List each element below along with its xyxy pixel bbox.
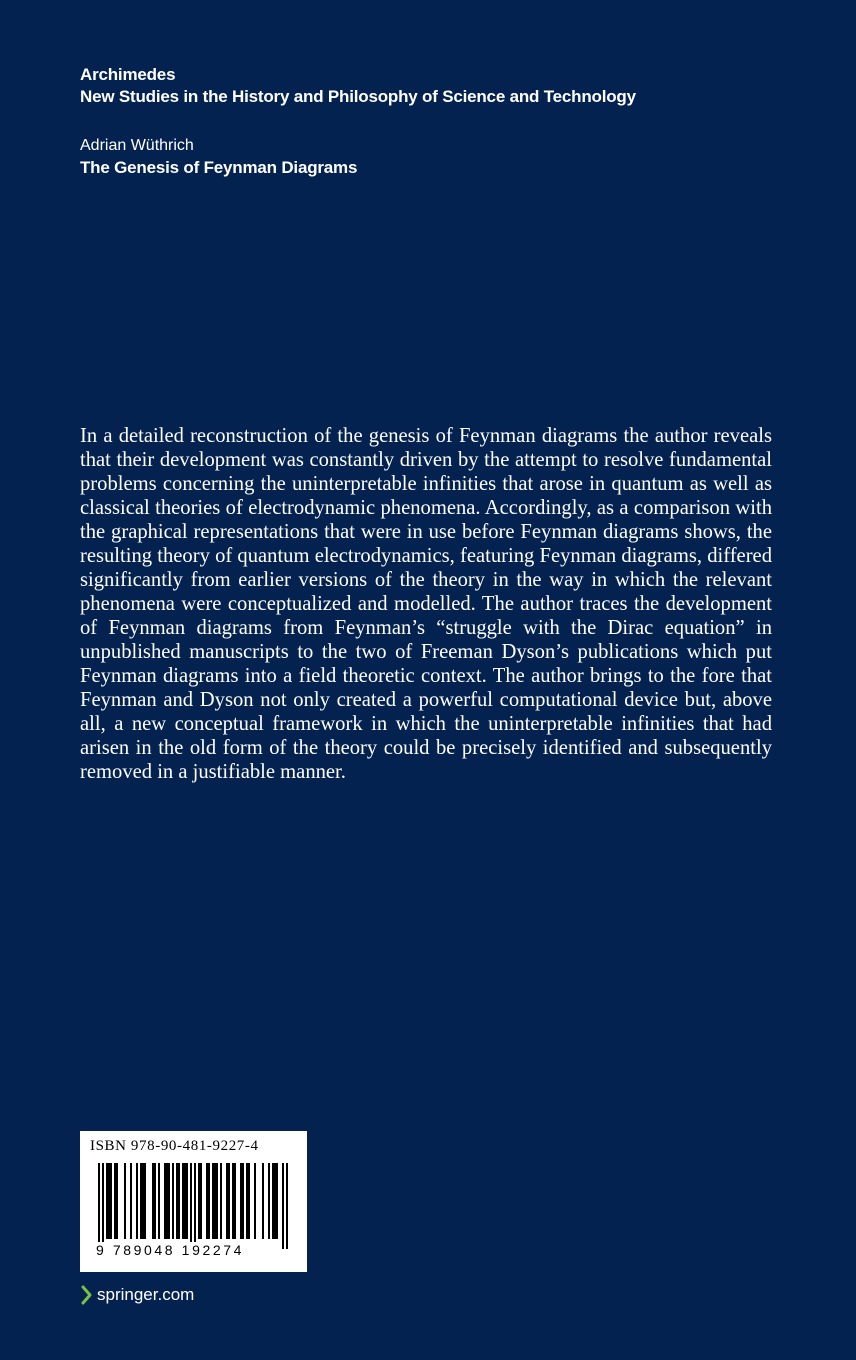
barcode-bar — [166, 1163, 168, 1239]
barcode-bar — [208, 1163, 210, 1239]
barcode-bar — [152, 1163, 154, 1239]
book-title: The Genesis of Feynman Diagrams — [80, 158, 358, 177]
barcode-bar — [106, 1163, 108, 1239]
series-title: Archimedes — [80, 65, 176, 84]
barcode-bar — [248, 1163, 250, 1239]
barcode-bar — [102, 1163, 104, 1249]
barcode-bar — [214, 1163, 216, 1239]
barcode-bar — [116, 1163, 118, 1239]
barcode-bar — [262, 1163, 264, 1239]
barcode-bar — [140, 1163, 142, 1239]
barcode-bar — [282, 1163, 284, 1249]
series-subtitle: New Studies in the History and Philosophy of Science and Technology — [80, 87, 636, 106]
barcode-bar — [154, 1163, 156, 1239]
barcode-bar — [198, 1163, 200, 1239]
barcode-bar — [158, 1163, 160, 1239]
barcode-bar — [274, 1163, 276, 1239]
barcode-bar — [98, 1163, 100, 1249]
barcode-bar — [242, 1163, 244, 1239]
barcode-bar — [130, 1163, 132, 1239]
barcode-digits: 9 789048 192274 — [96, 1242, 244, 1258]
barcode-bar — [216, 1163, 218, 1239]
barcode-bar — [110, 1163, 112, 1239]
barcode-bar — [114, 1163, 116, 1239]
barcode-bar — [268, 1163, 270, 1239]
barcode-bar — [108, 1163, 110, 1239]
barcode-bar — [142, 1163, 144, 1239]
barcode-bar — [184, 1163, 186, 1239]
barcode-bar — [246, 1163, 248, 1239]
barcode-bar — [136, 1163, 138, 1239]
isbn-label: ISBN 978-90-481-9227-4 — [90, 1138, 259, 1154]
barcode-bar — [206, 1163, 208, 1239]
publisher-link[interactable] — [80, 1284, 194, 1306]
barcode-bar — [200, 1163, 202, 1239]
barcode-bar — [168, 1163, 170, 1239]
barcode-bar — [144, 1163, 146, 1239]
barcode-bar — [190, 1163, 192, 1249]
barcode-bar — [194, 1163, 196, 1249]
barcode-bar — [186, 1163, 188, 1239]
barcode-bar — [272, 1163, 274, 1239]
header — [80, 64, 780, 179]
book-author: Adrian Wüthrich — [80, 137, 194, 154]
barcode-bar — [232, 1163, 234, 1239]
barcode-bar — [276, 1163, 278, 1239]
barcode-bar — [164, 1163, 166, 1239]
barcode-bar — [176, 1163, 178, 1239]
barcode-bar — [212, 1163, 214, 1239]
barcode-bar — [182, 1163, 184, 1239]
publisher-url: springer.com — [97, 1285, 195, 1304]
chevron-right-icon — [80, 1284, 94, 1306]
barcode-bar — [172, 1163, 174, 1239]
barcode-bar — [240, 1163, 242, 1239]
barcode-bar — [286, 1163, 288, 1249]
barcode-bar — [226, 1163, 228, 1239]
barcode-bar — [124, 1163, 126, 1239]
barcode-bar — [228, 1163, 230, 1239]
barcode-bar — [234, 1163, 236, 1239]
barcode-bar — [178, 1163, 180, 1239]
barcode-bars — [88, 1161, 299, 1249]
isbn-barcode — [80, 1131, 307, 1272]
barcode-bar — [220, 1163, 222, 1239]
blurb-text: In a detailed reconstruction of the genesis of Feynman diagrams the author reveals that their development was constantly driven by the attempt to resolve fundamental problems concerning the uninterpretable infinities that arose in quantum as well as classical theories of electrodynamic phenomena. Accordingly, as a comparison with the graphical representations that were in use before Feynman diagrams shows, the resulting theory of quantum electrodynamics, featuring Feynman diagrams, differed significantly from earlier versions of the theory in the way in which the relevant phenomena were conceptualized and modelled. The author traces the development of Feynman diagrams from Feynman’s “struggle with the Dirac equation” in unpublished manuscripts to the two of Freeman Dyson’s publications which put Feynman diagrams into a field theoretic context. The author brings to the fore that Feynman and Dyson not only created a powerful computational device but, above all, a new conceptual framework in which the uninterpretable infinities that had arisen in the old form of the theory could be precisely identified and subsequently removed in a justifiable manner. — [80, 425, 772, 783]
barcode-bar — [254, 1163, 256, 1239]
